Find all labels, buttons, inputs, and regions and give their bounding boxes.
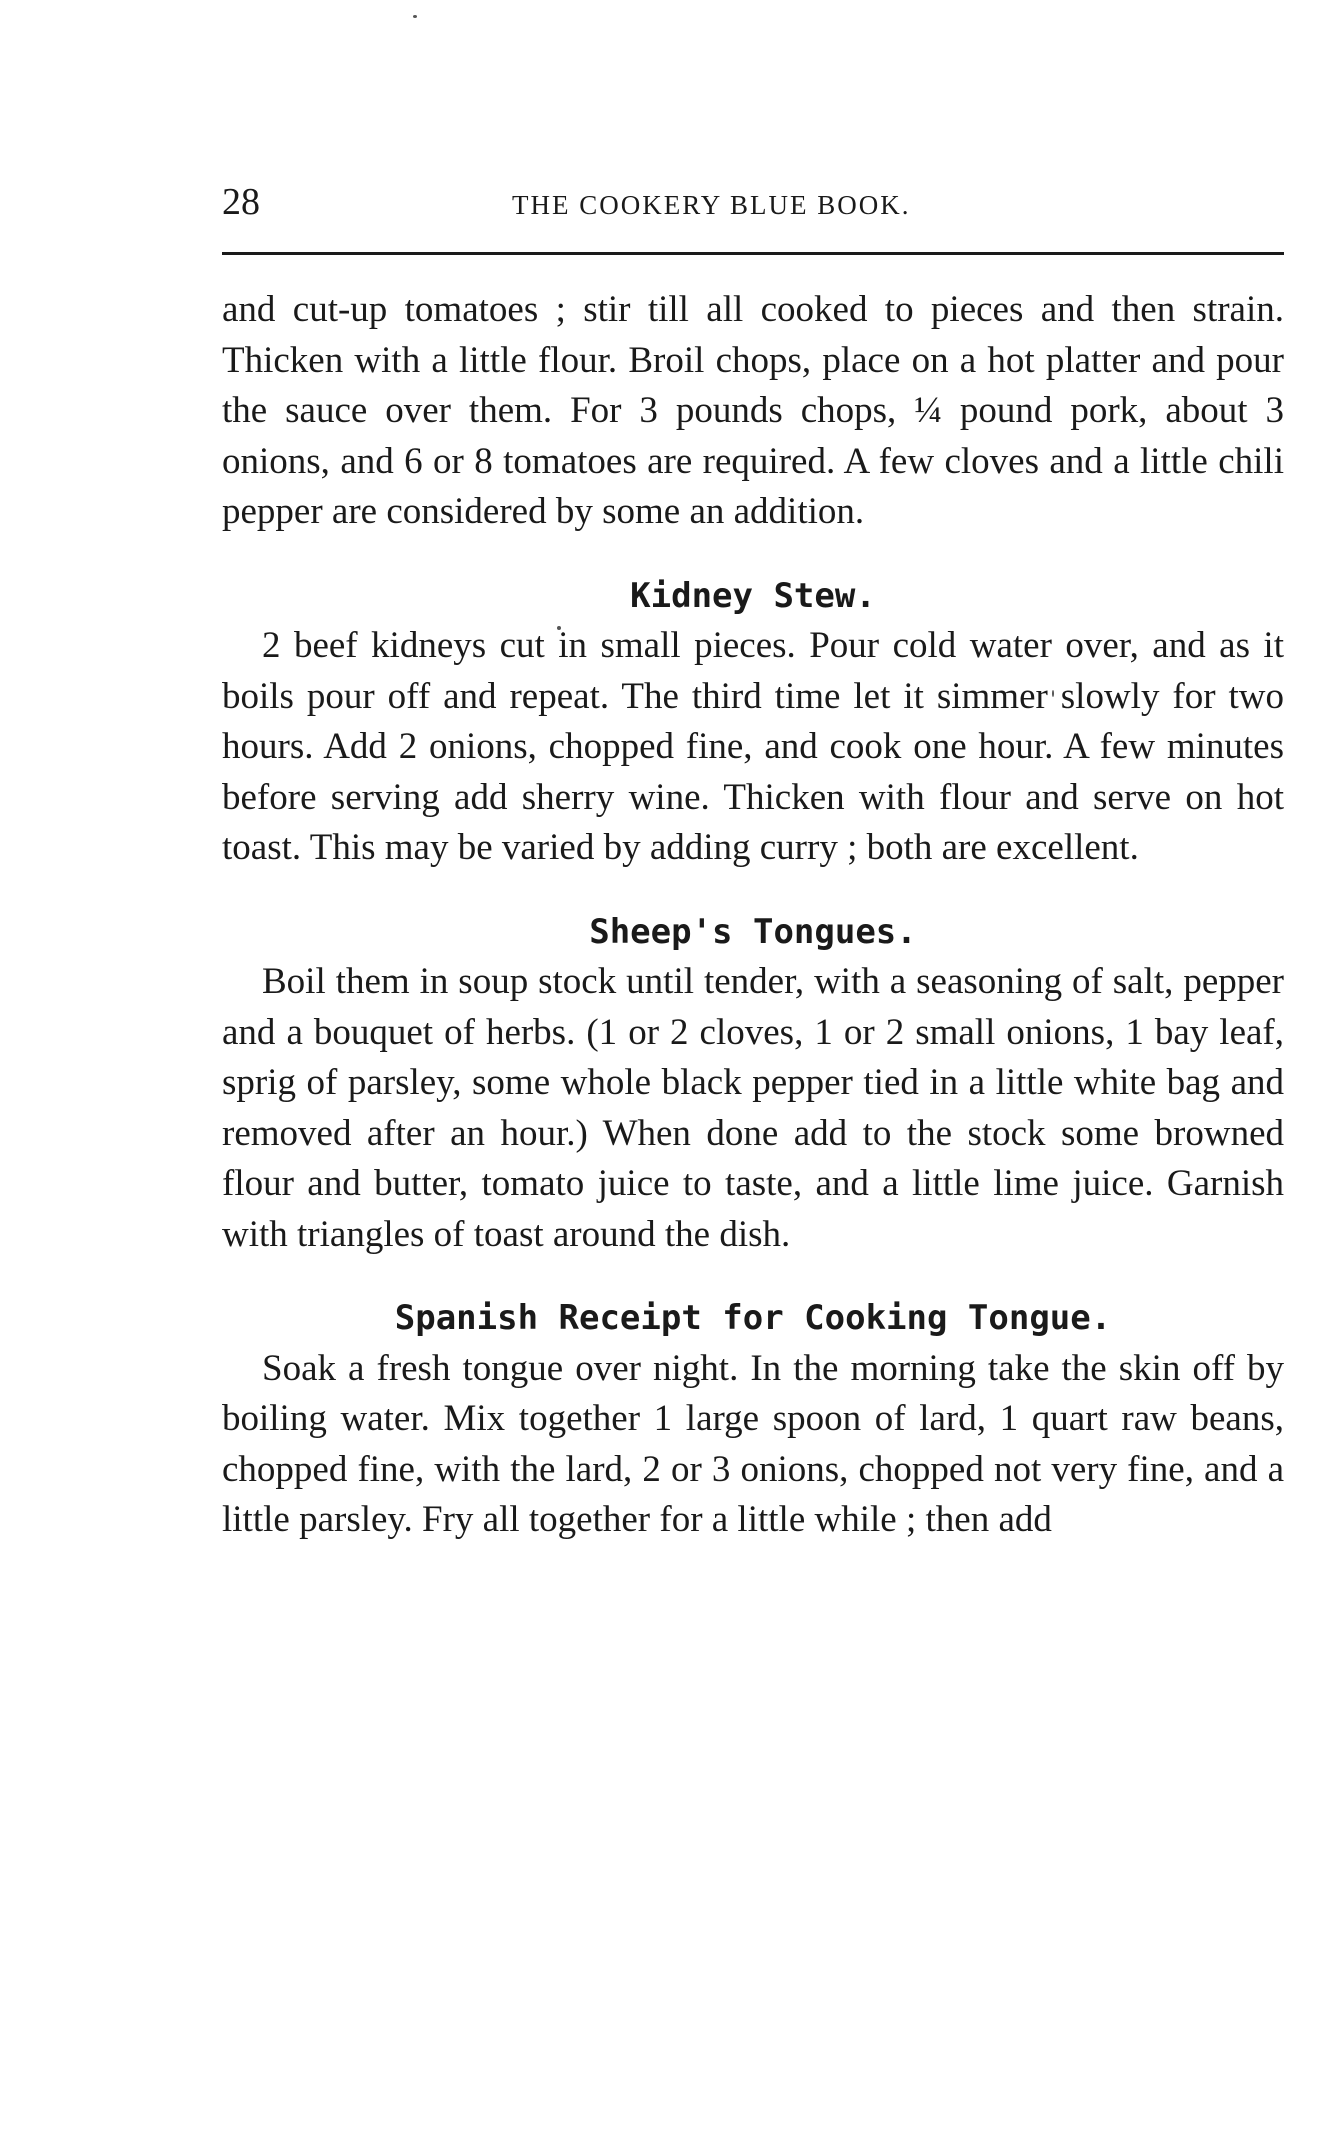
page-number: 28 — [222, 181, 260, 223]
running-head — [222, 180, 1284, 230]
recipe-text-sheeps-tongues: Boil them in soup stock until tender, with a seasoning of salt, pepper and a bouquet of herbs. (1 or 2 cloves, 1 or 2 small onions, 1 bay leaf, sprig of parsley, some whole black pepper tied in a little white bag and removed after an hour.) When done add to the stock some browned flour and butter, tomato juice to taste, and a little lime juice. Garnish with triangles of toast around the dish. — [222, 961, 1284, 1255]
page-body — [222, 285, 1284, 1546]
recipe-text-kidney-stew: 2 beef kidneys cut in small pieces. Pour cold water over, and as it boils pour off and repeat. The third time let it simmer slowly for two hours. Add 2 onions, chopped fine, and cook one hour. A few minutes before serving add sherry wine. Thicken with flour and serve on hot toast. This may be varied by adding curry ; both are excellent. — [222, 625, 1284, 868]
recipe-text-spanish-tongue: Soak a fresh tongue over night. In the morning take the skin off by boiling water. Mix together 1 large spoon of lard, 1 quart raw beans, chopped fine, with the lard, 2 or 3 onions, chopped not very fine, and a little parsley. Fry all together for a little while ; then add — [222, 1347, 1284, 1540]
recipe-title-sheeps-tongues: Sheep's Tongues. — [589, 911, 917, 952]
header-rule — [222, 252, 1284, 255]
recipe-title-spanish-tongue: Spanish Receipt for Cooking Tongue. — [394, 1298, 1112, 1338]
book-title: THE COOKERY BLUE BOOK. — [512, 190, 911, 220]
print-speck — [413, 15, 417, 18]
recipe-title-kidney-stew: Kidney Stew. — [630, 575, 876, 616]
continued-paragraph: and cut-up tomatoes ; stir till all cooked to pieces and then strain. Thicken with a little flour. Broil chops, place on a hot platter and pour the sauce over them. For 3 pounds chops, ¼ pound pork, about 3 onions, and 6 or 8 tomatoes are required. A few cloves and a little chili pepper are considered by some an addition. — [222, 289, 1284, 532]
